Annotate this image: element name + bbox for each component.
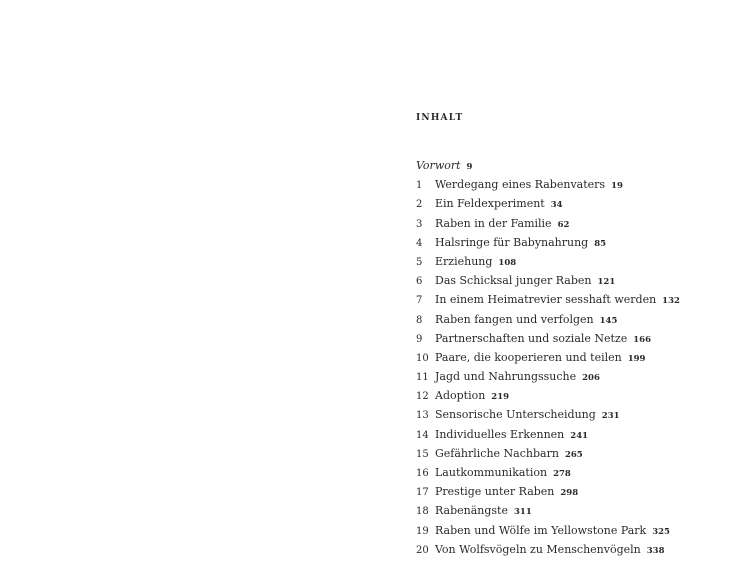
toc-entry-number: 8 xyxy=(416,314,423,326)
toc-entry-page: 85 xyxy=(594,238,607,249)
toc-entry-number: 3 xyxy=(416,218,423,230)
toc-entry-title: Halsringe für Babynahrung xyxy=(435,235,589,249)
toc-entry-number: 15 xyxy=(416,448,429,460)
toc-entry-page: 278 xyxy=(553,469,571,479)
toc-entry-title: Erziehung xyxy=(435,254,493,268)
toc-entry-number: 18 xyxy=(416,506,429,518)
toc-entry-number: 1 xyxy=(416,180,423,192)
toc-entry xyxy=(416,482,736,501)
toc-entry-title: Adoption xyxy=(435,389,486,403)
toc-entry-page: 298 xyxy=(560,488,579,499)
toc-entry-number: 14 xyxy=(416,429,429,441)
toc-entry-title: Paare, die kooperieren und teilen xyxy=(435,350,622,364)
toc-entry-page: 241 xyxy=(570,430,589,441)
toc-entry-title: Gefährliche Nachbarn xyxy=(435,446,559,460)
toc-entry-number: 4 xyxy=(416,237,423,249)
toc-entry-title: Von Wolfsvögeln zu Menschenvögeln xyxy=(435,542,641,556)
toc-entry-page: 219 xyxy=(491,392,510,403)
toc-entry xyxy=(416,386,736,405)
toc-entry-page: 145 xyxy=(599,315,618,326)
toc-entry-number: 12 xyxy=(416,391,429,403)
toc-entry xyxy=(416,521,736,540)
toc-entry-title: Individuelles Erkennen xyxy=(435,427,565,441)
toc-entry-title: Raben fangen und verfolgen xyxy=(435,312,594,326)
toc-entry-title: Raben und Wölfe im Yellowstone Park xyxy=(435,523,647,537)
toc-entry xyxy=(416,444,736,463)
toc-entry-page: 206 xyxy=(582,373,600,384)
toc-entry-foreword xyxy=(416,156,736,175)
toc-entry xyxy=(416,310,736,329)
toc-entry-title: Werdegang eines Rabenvaters xyxy=(435,178,606,192)
toc-entry-page: 231 xyxy=(601,411,620,422)
toc-entry xyxy=(416,194,736,213)
toc-entry xyxy=(416,425,736,444)
toc-entry-title: Prestige unter Raben xyxy=(435,485,555,499)
toc-entry-title: In einem Heimatrevier sesshaft werden xyxy=(435,293,657,307)
toc-entry-title: Rabenängste xyxy=(435,504,508,518)
toc-entry-title: Das Schicksal junger Raben xyxy=(435,274,592,288)
toc-entry xyxy=(416,175,736,194)
toc-entry-title: Vorwort xyxy=(416,159,461,172)
toc-entry-title: Sensorische Unterscheidung xyxy=(435,408,596,422)
toc-entry-number: 17 xyxy=(416,487,429,499)
toc-entry xyxy=(416,348,736,367)
toc-entry-page: 199 xyxy=(627,353,646,364)
toc-entry xyxy=(416,540,736,559)
toc-entry-number: 9 xyxy=(416,333,423,345)
toc-entry xyxy=(416,367,736,386)
table-of-contents xyxy=(416,156,736,559)
toc-entry-number: 6 xyxy=(416,276,423,288)
toc-entry-page: 132 xyxy=(662,296,680,307)
toc-entry xyxy=(416,501,736,520)
toc-entry-number: 7 xyxy=(416,295,423,307)
toc-entry xyxy=(416,290,736,309)
toc-entry-page: 311 xyxy=(514,507,532,518)
toc-entry-number: 20 xyxy=(416,544,429,556)
toc-entry-page: 325 xyxy=(652,526,670,537)
chapter-list xyxy=(416,175,736,559)
toc-entry-page: 9 xyxy=(466,162,473,172)
toc-entry-title: Partnerschaften und soziale Netze xyxy=(435,331,628,345)
toc-entry-number: 2 xyxy=(416,199,423,211)
toc-entry-number: 5 xyxy=(416,256,423,268)
toc-entry-number: 13 xyxy=(416,410,429,422)
toc-entry-page: 166 xyxy=(633,334,652,345)
toc-entry-number: 10 xyxy=(416,352,429,364)
toc-entry-number: 11 xyxy=(416,372,429,384)
toc-entry-number: 19 xyxy=(416,525,429,537)
toc-entry xyxy=(416,405,736,424)
toc-entry xyxy=(416,214,736,233)
toc-entry xyxy=(416,329,736,348)
toc-entry xyxy=(416,252,736,271)
toc-entry-title: Ein Feldexperiment xyxy=(435,197,545,211)
toc-entry-page: 338 xyxy=(646,545,665,556)
toc-entry xyxy=(416,233,736,252)
toc-entry-page: 34 xyxy=(550,200,563,211)
toc-entry-page: 121 xyxy=(597,277,616,288)
toc-entry-title: Jagd und Nahrungssuche xyxy=(435,370,577,384)
toc-entry xyxy=(416,271,736,290)
toc-entry-page: 265 xyxy=(564,449,583,460)
toc-entry-title: Raben in der Familie xyxy=(435,216,552,230)
toc-entry-page: 108 xyxy=(498,257,517,268)
toc-entry-number: 16 xyxy=(416,468,429,479)
toc-entry-page: 62 xyxy=(557,219,570,230)
toc-entry-title: Lautkommunikation xyxy=(435,466,548,479)
toc-entry xyxy=(416,463,736,482)
toc-entry-page: 19 xyxy=(611,181,623,192)
toc-heading: INHALT xyxy=(416,113,464,123)
